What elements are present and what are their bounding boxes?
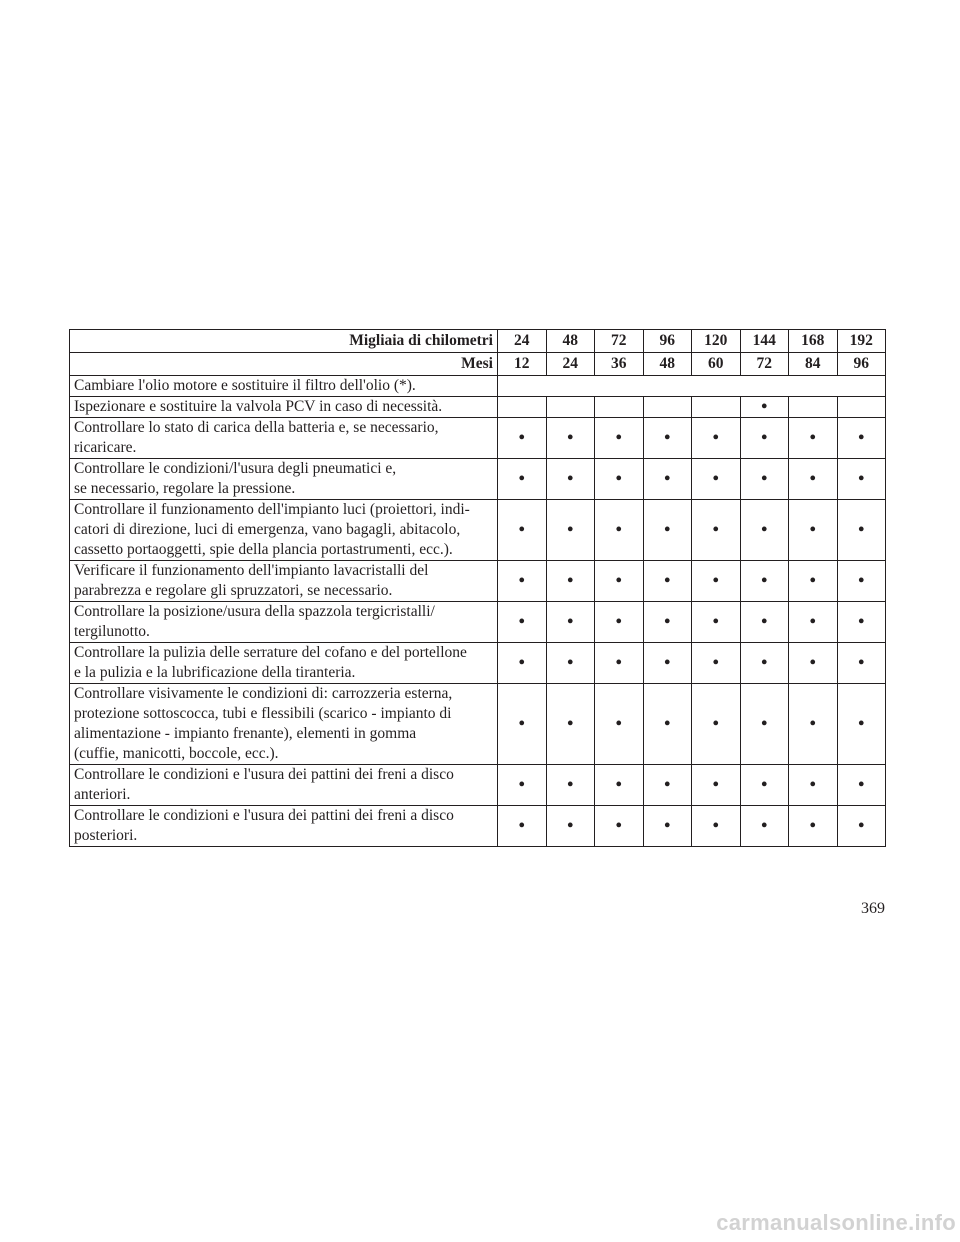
- task-text-line: anteriori.: [74, 786, 131, 803]
- table-row: [70, 561, 886, 602]
- interval-mark-cell: •: [498, 602, 547, 643]
- interval-mark-cell: •: [740, 561, 789, 602]
- interval-mark-cell: •: [837, 643, 886, 684]
- task-description: [70, 397, 498, 418]
- interval-mark-cell: •: [498, 418, 547, 459]
- interval-mark-cell: [789, 397, 838, 418]
- interval-mark-cell: •: [837, 806, 886, 847]
- task-description: [70, 500, 498, 561]
- km-header-label: Migliaia di chilometri: [70, 330, 498, 353]
- months-value: 12: [498, 353, 547, 376]
- interval-mark-cell: •: [837, 765, 886, 806]
- interval-mark-cell: [837, 397, 886, 418]
- interval-mark-cell: •: [692, 602, 741, 643]
- interval-mark-cell: •: [546, 765, 595, 806]
- interval-mark-cell: •: [595, 684, 644, 765]
- interval-mark-cell: •: [546, 561, 595, 602]
- interval-mark-cell: •: [498, 806, 547, 847]
- maintenance-schedule-table: [69, 329, 886, 847]
- km-value: 144: [740, 330, 789, 353]
- months-header-label: Mesi: [70, 353, 498, 376]
- interval-mark-cell: •: [546, 643, 595, 684]
- task-text-line: (cuffie, manicotti, boccole, ecc.).: [74, 745, 279, 762]
- table-row: [70, 500, 886, 561]
- interval-mark-cell: •: [740, 602, 789, 643]
- task-text-line: e la pulizia e la lubrificazione della tiranteria.: [74, 664, 356, 681]
- interval-mark-cell: •: [740, 397, 789, 418]
- interval-mark-cell: •: [789, 684, 838, 765]
- task-text-line: posteriori.: [74, 827, 138, 844]
- table-row: [70, 376, 886, 397]
- interval-mark-cell: •: [595, 765, 644, 806]
- interval-mark-cell: •: [692, 561, 741, 602]
- interval-mark-cell: •: [546, 459, 595, 500]
- interval-mark-cell: •: [498, 561, 547, 602]
- interval-mark-cell: •: [692, 806, 741, 847]
- interval-mark-cell: •: [789, 561, 838, 602]
- interval-mark-cell: [546, 397, 595, 418]
- interval-mark-cell: •: [546, 806, 595, 847]
- table-row: [70, 765, 886, 806]
- km-value: 72: [595, 330, 644, 353]
- interval-mark-cell: •: [740, 418, 789, 459]
- interval-mark-cell: [692, 397, 741, 418]
- task-text-line: Controllare visivamente le condizioni di: carrozzeria esterna,: [74, 685, 453, 702]
- interval-mark-cell: •: [595, 643, 644, 684]
- task-description: [70, 765, 498, 806]
- task-text-line: ricaricare.: [74, 439, 137, 456]
- months-value: 72: [740, 353, 789, 376]
- interval-mark-cell: •: [643, 643, 692, 684]
- interval-mark-cell: •: [546, 500, 595, 561]
- task-text-line: catori di direzione, luci di emergenza, vano bagagli, abitacolo,: [74, 521, 461, 538]
- interval-mark-cell: •: [498, 684, 547, 765]
- merged-empty-cell: [498, 376, 886, 397]
- interval-mark-cell: •: [789, 418, 838, 459]
- interval-mark-cell: •: [692, 643, 741, 684]
- interval-mark-cell: •: [643, 459, 692, 500]
- interval-mark-cell: •: [498, 765, 547, 806]
- km-value: 24: [498, 330, 547, 353]
- interval-mark-cell: •: [692, 684, 741, 765]
- months-value: 36: [595, 353, 644, 376]
- task-description: [70, 561, 498, 602]
- table-row: [70, 643, 886, 684]
- interval-mark-cell: •: [546, 602, 595, 643]
- interval-mark-cell: •: [643, 806, 692, 847]
- interval-mark-cell: •: [595, 561, 644, 602]
- km-value: 168: [789, 330, 838, 353]
- interval-mark-cell: •: [595, 806, 644, 847]
- interval-mark-cell: •: [740, 806, 789, 847]
- interval-mark-cell: •: [546, 684, 595, 765]
- interval-mark-cell: •: [595, 418, 644, 459]
- task-text-line: Controllare il funzionamento dell'impianto luci (proiettori, indi-: [74, 501, 470, 518]
- km-value: 192: [837, 330, 886, 353]
- table-row: [70, 418, 886, 459]
- interval-mark-cell: •: [643, 500, 692, 561]
- task-text-line: Ispezionare e sostituire la valvola PCV in caso di necessità.: [74, 398, 443, 415]
- km-value: 48: [546, 330, 595, 353]
- interval-mark-cell: •: [837, 459, 886, 500]
- interval-mark-cell: •: [643, 602, 692, 643]
- interval-mark-cell: •: [789, 643, 838, 684]
- table-row: [70, 684, 886, 765]
- table-row: [70, 459, 886, 500]
- interval-mark-cell: •: [643, 765, 692, 806]
- interval-mark-cell: •: [692, 765, 741, 806]
- interval-mark-cell: •: [789, 500, 838, 561]
- interval-mark-cell: •: [595, 459, 644, 500]
- task-text-line: tergilunotto.: [74, 623, 150, 640]
- task-text-line: Controllare le condizioni e l'usura dei pattini dei freni a disco: [74, 766, 454, 783]
- interval-mark-cell: •: [837, 500, 886, 561]
- interval-mark-cell: •: [837, 602, 886, 643]
- task-text-line: se necessario, regolare la pressione.: [74, 480, 296, 497]
- interval-mark-cell: •: [740, 643, 789, 684]
- interval-mark-cell: •: [837, 684, 886, 765]
- table-row: [70, 806, 886, 847]
- task-description: [70, 602, 498, 643]
- interval-mark-cell: •: [595, 500, 644, 561]
- table-row: [70, 602, 886, 643]
- months-value: 24: [546, 353, 595, 376]
- task-text-line: parabrezza e regolare gli spruzzatori, se necessario.: [74, 582, 393, 599]
- task-description: [70, 418, 498, 459]
- task-text-line: cassetto portaoggetti, spie della plancia portastrumenti, ecc.).: [74, 541, 453, 558]
- interval-mark-cell: [643, 397, 692, 418]
- watermark-text: carmanualsonline.info: [716, 1210, 956, 1235]
- interval-mark-cell: •: [546, 418, 595, 459]
- task-description: [70, 376, 498, 397]
- interval-mark-cell: •: [595, 602, 644, 643]
- interval-mark-cell: •: [692, 418, 741, 459]
- interval-mark-cell: •: [837, 561, 886, 602]
- interval-mark-cell: •: [789, 765, 838, 806]
- interval-mark-cell: •: [837, 418, 886, 459]
- interval-mark-cell: •: [740, 500, 789, 561]
- interval-mark-cell: •: [643, 684, 692, 765]
- months-value: 48: [643, 353, 692, 376]
- task-text-line: protezione sottoscocca, tubi e flessibili (scarico - impianto di: [74, 705, 452, 722]
- interval-mark-cell: •: [498, 500, 547, 561]
- interval-mark-cell: •: [643, 561, 692, 602]
- months-value: 96: [837, 353, 886, 376]
- interval-mark-cell: •: [789, 602, 838, 643]
- table-row: [70, 397, 886, 418]
- task-description: [70, 643, 498, 684]
- interval-mark-cell: •: [740, 459, 789, 500]
- task-text-line: Controllare la posizione/usura della spazzola tergicristalli/: [74, 603, 435, 620]
- task-description: [70, 684, 498, 765]
- interval-mark-cell: •: [643, 418, 692, 459]
- km-header-row: [70, 330, 886, 353]
- task-text-line: Verificare il funzionamento dell'impianto lavacristalli del: [74, 562, 429, 579]
- interval-mark-cell: •: [789, 459, 838, 500]
- interval-mark-cell: •: [692, 459, 741, 500]
- task-description: [70, 806, 498, 847]
- months-header-row: [70, 353, 886, 376]
- interval-mark-cell: [595, 397, 644, 418]
- interval-mark-cell: •: [498, 459, 547, 500]
- task-text-line: Controllare la pulizia delle serrature del cofano e del portellone: [74, 644, 467, 661]
- months-value: 60: [692, 353, 741, 376]
- page-number: 369: [861, 900, 885, 917]
- interval-mark-cell: [498, 397, 547, 418]
- task-text-line: alimentazione - impianto frenante), elementi in gomma: [74, 725, 417, 742]
- task-description: [70, 459, 498, 500]
- task-text-line: Controllare le condizioni e l'usura dei pattini dei freni a disco: [74, 807, 454, 824]
- task-text-line: Controllare lo stato di carica della batteria e, se necessario,: [74, 419, 439, 436]
- interval-mark-cell: •: [498, 643, 547, 684]
- km-value: 96: [643, 330, 692, 353]
- interval-mark-cell: •: [789, 806, 838, 847]
- task-text-line: Cambiare l'olio motore e sostituire il filtro dell'olio (*).: [74, 377, 416, 394]
- months-value: 84: [789, 353, 838, 376]
- interval-mark-cell: •: [692, 500, 741, 561]
- task-text-line: Controllare le condizioni/l'usura degli pneumatici e,: [74, 460, 397, 477]
- interval-mark-cell: •: [740, 765, 789, 806]
- km-value: 120: [692, 330, 741, 353]
- interval-mark-cell: •: [740, 684, 789, 765]
